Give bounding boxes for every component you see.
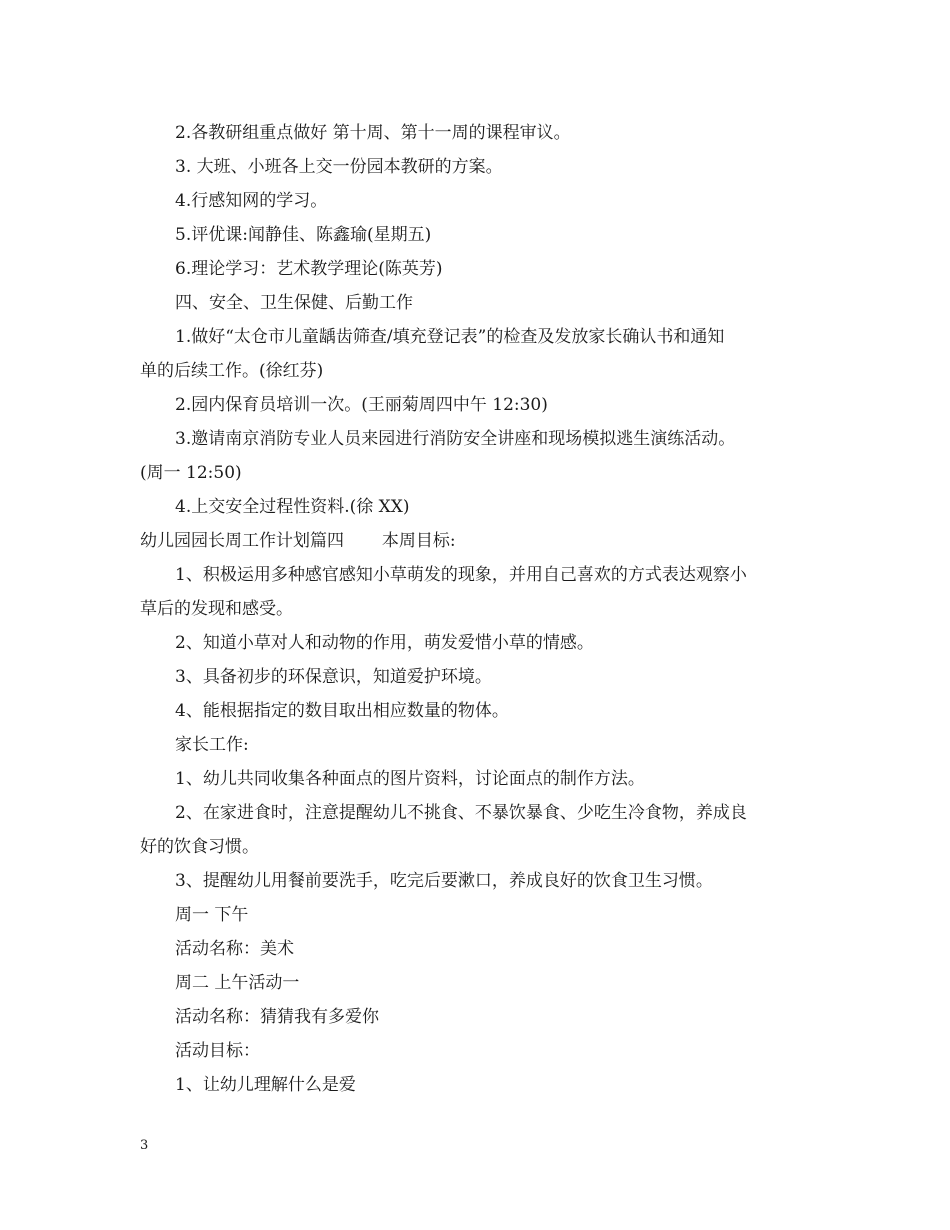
paragraph-line: 4.行感知网的学习。	[175, 191, 328, 211]
paragraph-line: 单的后续工作。(徐红芬)	[140, 361, 324, 381]
paragraph-line: 1、幼儿共同收集各种面点的图片资料，讨论面点的制作方法。	[175, 769, 645, 789]
paragraph-line: 4、能根据指定的数目取出相应数量的物体。	[175, 701, 509, 721]
paragraph-line: 活动名称：美术	[175, 939, 294, 959]
paragraph-line: (周一 12:50)	[140, 463, 242, 483]
paragraph-line: 5.评优课:闻静佳、陈鑫瑜(星期五)	[175, 225, 432, 245]
paragraph-line: 6.理论学习：艺术教学理论(陈英芳)	[175, 259, 443, 279]
paragraph-line: 四、安全、卫生保健、后勤工作	[175, 293, 413, 313]
page-number: 3	[140, 1138, 149, 1153]
paragraph-line: 1、积极运用多种感官感知小草萌发的现象，并用自己喜欢的方式表达观察小	[175, 565, 747, 585]
paragraph-line: 活动名称：猜猜我有多爱你	[175, 1007, 379, 1027]
paragraph-line: 幼儿园园长周工作计划篇四 本周目标:	[140, 531, 456, 551]
paragraph-line: 3、具备初步的环保意识，知道爱护环境。	[175, 667, 492, 687]
paragraph-line: 周一 下午	[175, 905, 249, 925]
paragraph-line: 2.园内保育员培训一次。(王丽菊周四中午 12:30)	[175, 395, 548, 415]
paragraph-line: 周二 上午活动一	[175, 973, 300, 993]
paragraph-line: 2、在家进食时，注意提醒幼儿不挑食、不暴饮暴食、少吃生冷食物，养成良	[175, 803, 747, 823]
paragraph-line: 3.邀请南京消防专业人员来园进行消防安全讲座和现场模拟逃生演练活动。	[175, 429, 736, 449]
paragraph-line: 4.上交安全过程性资料.(徐 XX)	[175, 497, 410, 517]
paragraph-line: 草后的发现和感受。	[140, 599, 293, 619]
paragraph-line: 2.各教研组重点做好 第十周、第十一周的课程审议。	[175, 123, 571, 143]
paragraph-line: 3、提醒幼儿用餐前要洗手，吃完后要漱口，养成良好的饮食卫生习惯。	[175, 871, 713, 891]
paragraph-line: 活动目标：	[175, 1041, 260, 1061]
paragraph-line: 好的饮食习惯。	[140, 837, 259, 857]
paragraph-line: 1、让幼儿理解什么是爱	[175, 1075, 356, 1095]
paragraph-line: 家长工作:	[175, 735, 249, 755]
paragraph-line: 2、知道小草对人和动物的作用，萌发爱惜小草的情感。	[175, 633, 594, 653]
paragraph-line: 3. 大班、小班各上交一份园本教研的方案。	[175, 157, 503, 177]
document-body	[140, 116, 812, 1102]
paragraph-line: 1.做好“太仓市儿童龋齿筛查/填充登记表”的检查及发放家长确认书和通知	[175, 327, 725, 347]
